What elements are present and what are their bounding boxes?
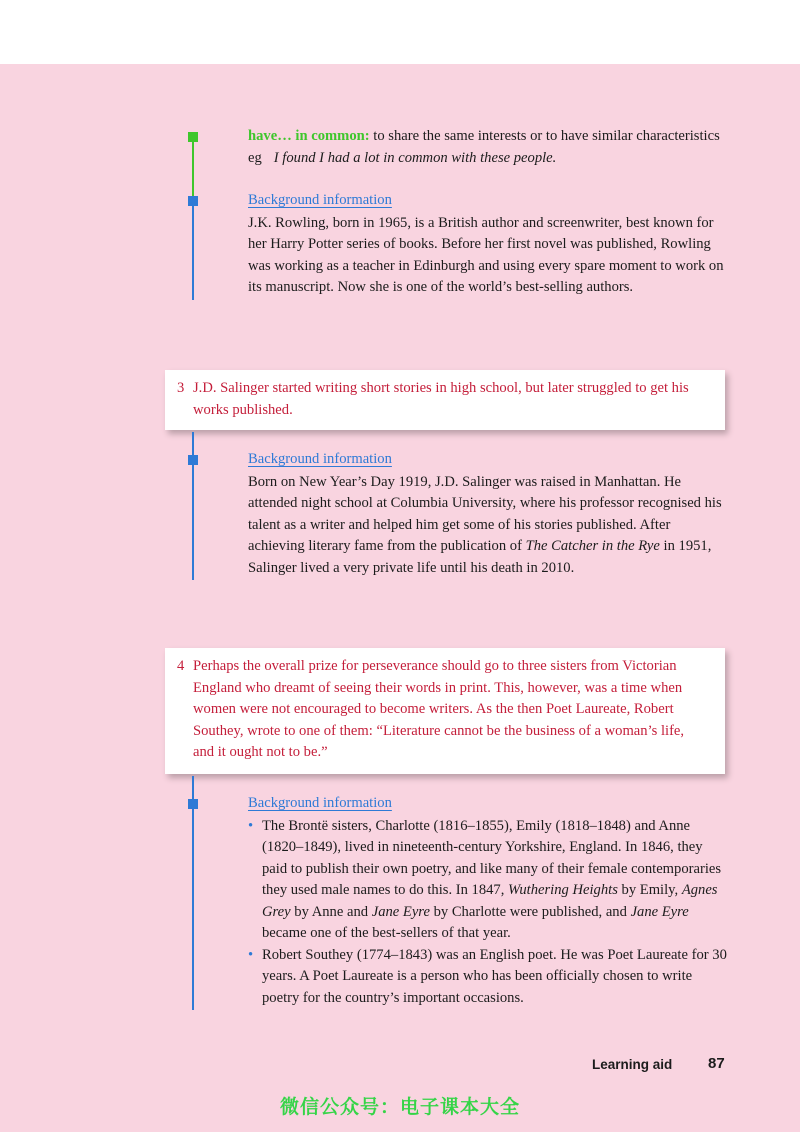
- book-title: Jane Eyre: [630, 903, 689, 920]
- quote-box-4: [165, 648, 725, 774]
- quote-number: 4: [177, 658, 185, 674]
- background-bullet-list: [248, 816, 728, 1010]
- blue-square-marker-icon: [188, 455, 198, 465]
- book-title: Jane Eyre: [371, 903, 430, 920]
- term-definition-note: [248, 126, 728, 169]
- page-number: 87: [708, 1055, 725, 1072]
- background-text: Born on New Year’s Day 1919, J.D. Salinger was raised in Manhattan. He attended night school at Columbia University, where his professor recognised his talent as a writer and helped him get some of his stories published. After achieving literary fame from the publication of The Catcher in the Rye in 1951, Salinger lived a very private life until his death in 2010.: [248, 473, 722, 576]
- blue-square-marker-icon: [188, 196, 198, 206]
- background-info-bronte: [248, 793, 728, 1009]
- green-vertical-rule: [192, 142, 194, 196]
- book-title: The Catcher in the Rye: [525, 538, 660, 554]
- background-heading: Background information: [248, 795, 392, 811]
- quote-text: Perhaps the overall prize for perseverance should go to three sisters from Victorian England who dreamt of seeing their words in print. This, however, was a time when women were not encouraged to become writers. As the then Poet Laureate, Robert Southey, wrote to one of them: “Literature cannot be the business of a woman’s life, and it ought not to be.”: [193, 658, 685, 760]
- quote-number: 3: [177, 380, 185, 396]
- term-heading: have… in common:: [248, 128, 370, 144]
- book-title: Wuthering Heights: [508, 882, 618, 898]
- blue-vertical-rule: [192, 776, 194, 1010]
- background-info-salinger: [248, 449, 728, 579]
- background-info-rowling: [248, 190, 728, 299]
- background-heading: Background information: [248, 451, 392, 467]
- book-title: Agnes Grey: [262, 882, 718, 920]
- quote-text: J.D. Salinger started writing short stories in high school, but later struggled to get his works published.: [193, 380, 689, 418]
- footer-section-label: Learning aid: [592, 1057, 673, 1072]
- eg-label: eg: [248, 149, 262, 166]
- background-heading: Background information: [248, 192, 392, 208]
- green-square-marker-icon: [188, 132, 198, 142]
- term-example: I found I had a lot in common with these people.: [273, 149, 557, 166]
- background-text: J.K. Rowling, born in 1965, is a British author and screenwriter, best known for her Harry Potter series of books. Before her first novel was published, Rowling was working as a teacher in Edinburgh and using every spare moment to work on its manuscript. Now she is one of the world’s best-selling authors.: [248, 214, 724, 295]
- blue-vertical-rule: [192, 206, 194, 300]
- list-item: • The Brontë sisters, Charlotte (1816–1855), Emily (1818–1848) and Anne (1820–1849), lived in nineteenth-century Yorkshire, England. In 1846, they paid to publish their own poetry, and like many of their female contemporaries they used male names to do this. In 1847, Wuthering Heights by Emily, Agnes Grey by Anne and Jane Eyre by Charlotte were published, and Jane Eyre became one of the best-sellers of that year.: [248, 816, 728, 945]
- term-definition: to share the same interests or to have similar characteristics: [369, 128, 720, 144]
- watermark-text: 微信公众号：电子课本大全: [279, 1096, 520, 1118]
- blue-square-marker-icon: [188, 799, 198, 809]
- list-item: • Robert Southey (1774–1843) was an English poet. He was Poet Laureate for 30 years. A Poet Laureate is a person who has been officially chosen to write poetry for the country’s important occasions.: [248, 945, 728, 1010]
- quote-box-3: [165, 370, 725, 430]
